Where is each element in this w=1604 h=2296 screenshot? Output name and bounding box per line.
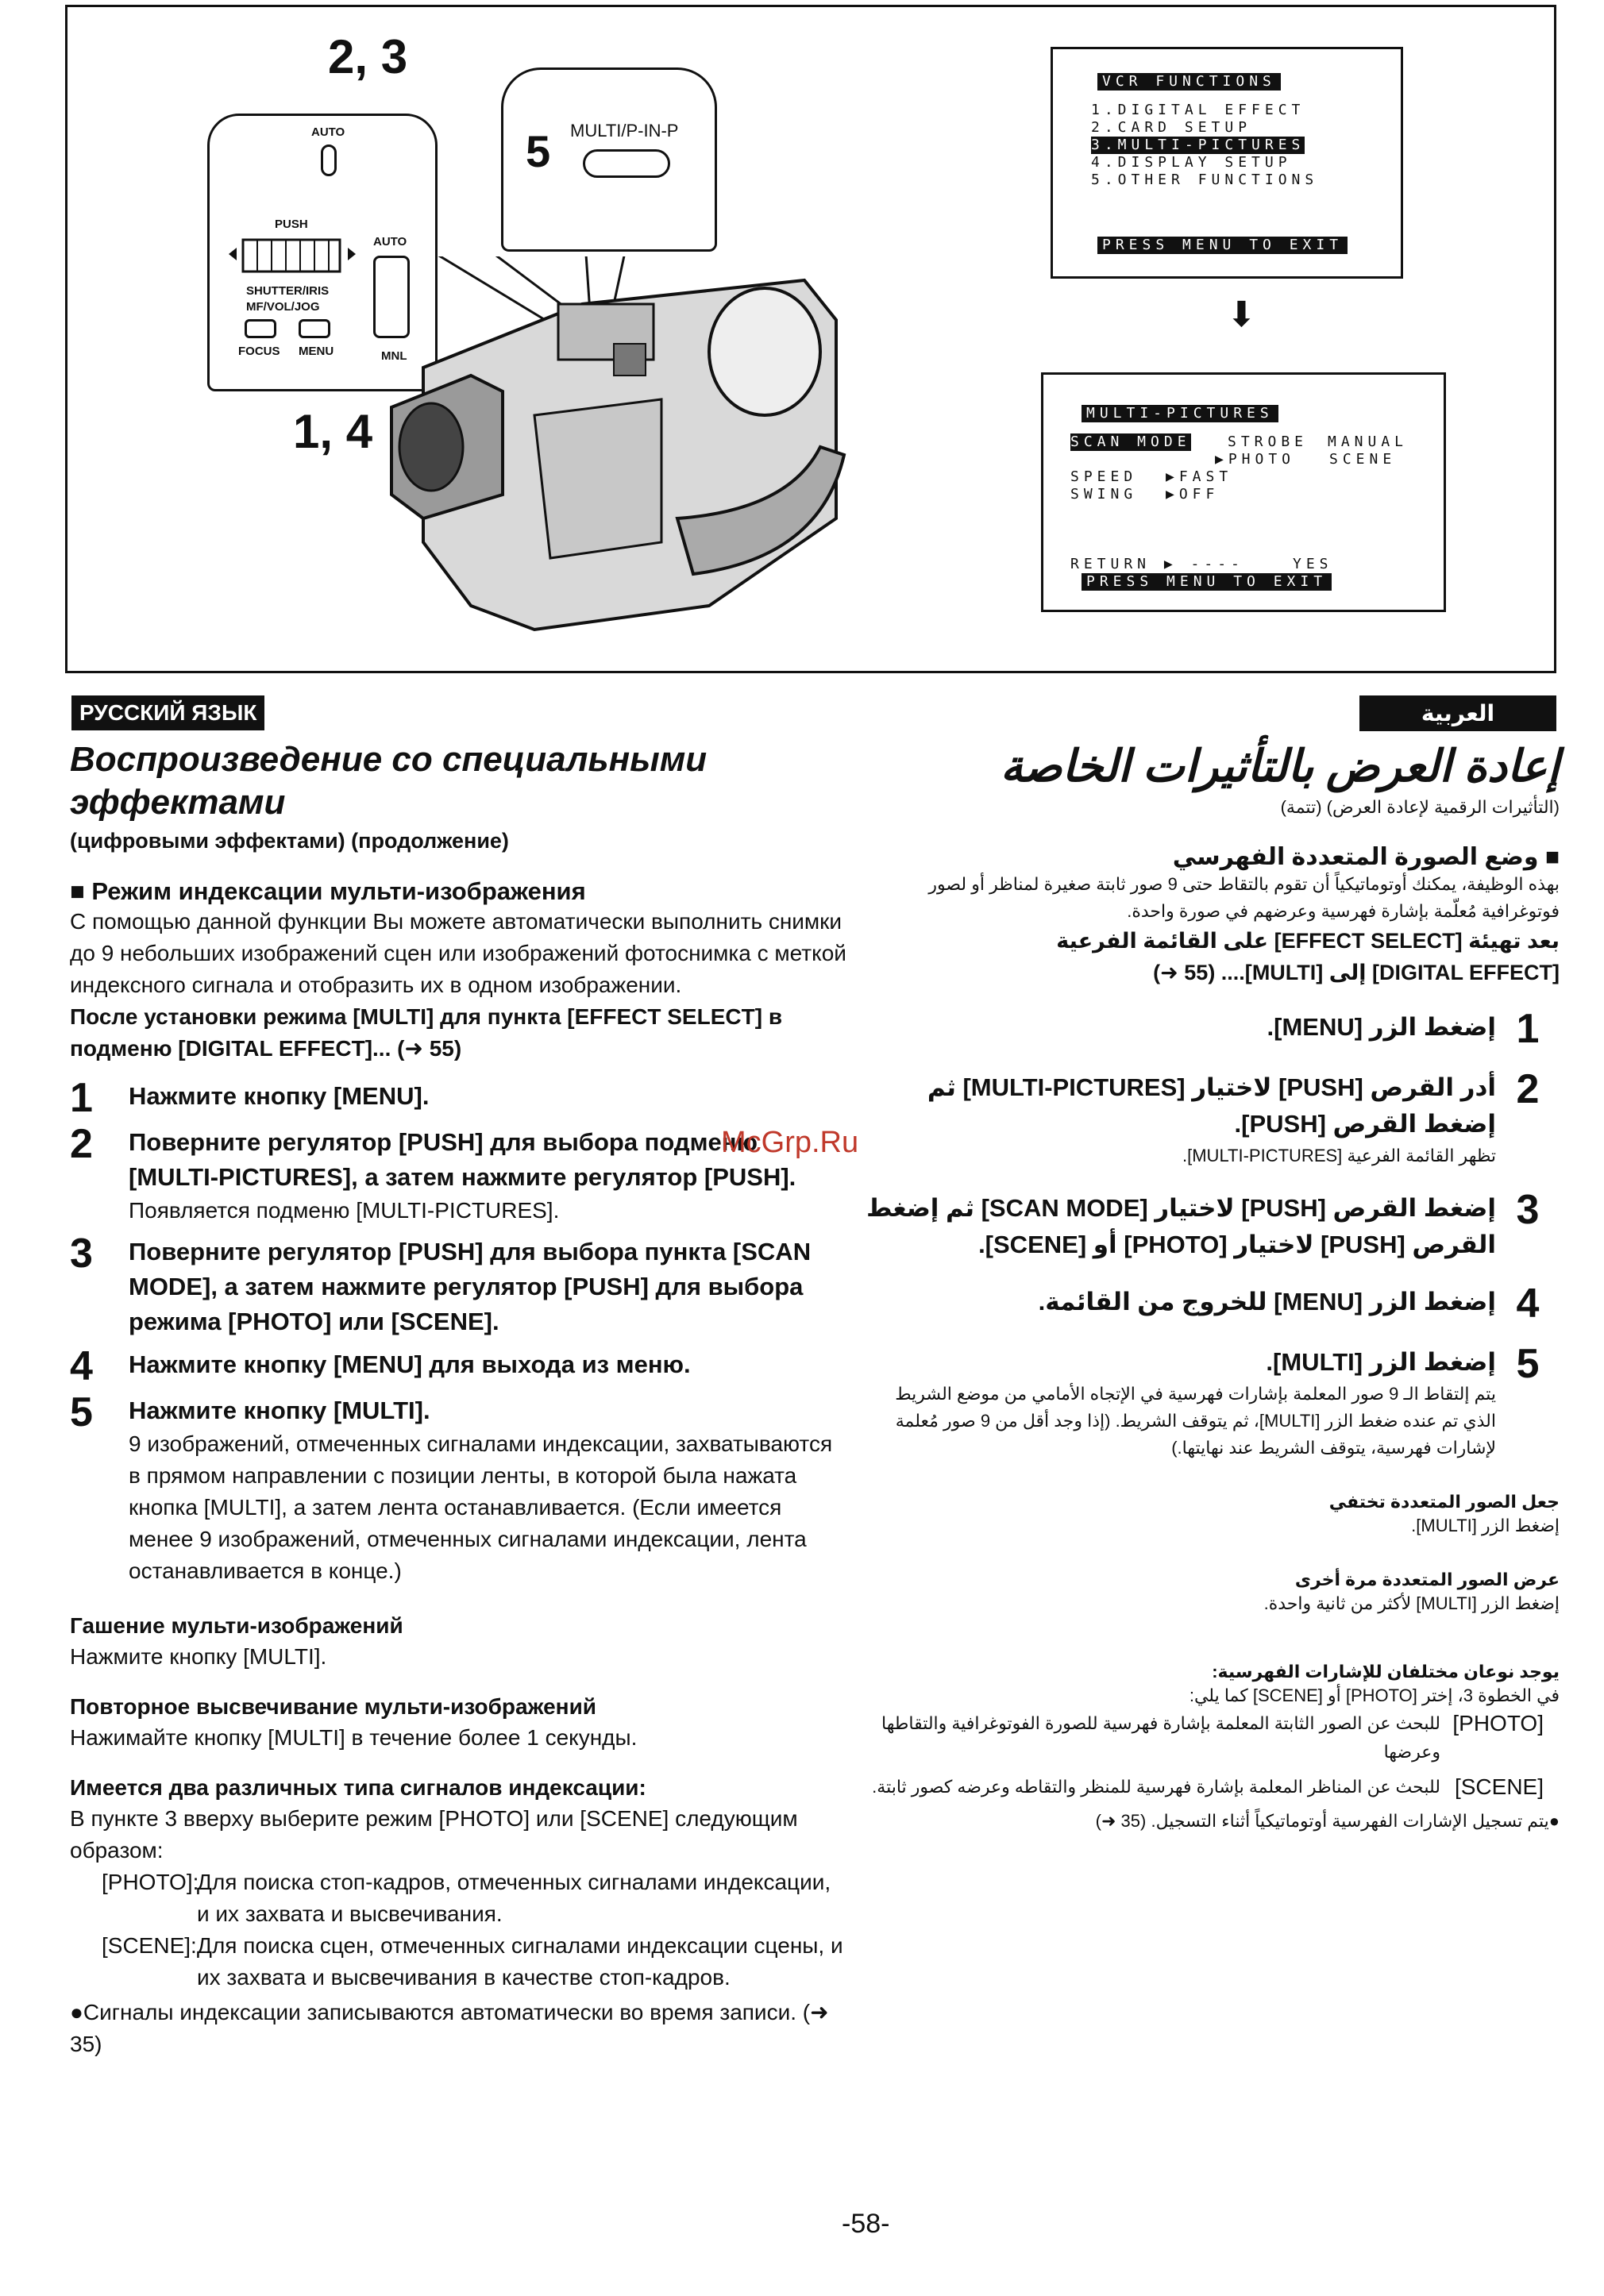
ru-types-heading: Имеется два различных типа сигналов индексации: <box>70 1775 646 1800</box>
ar-photo-text: للبحث عن الصور الثابتة المعلمة بإشارة فهرسية للصورة الفوتوغرافية والتقاطها وعرضها <box>881 1713 1440 1762</box>
ar-step-number: 2 <box>1516 1066 1540 1112</box>
ar-step-note: يتم إلتقاط الـ 9 صور المعلمة بإشارات فهرسية في الإتجاه الأمامي من موضع الشريط الذي تم عنده ضغط الزر [MULTI]، ثم يتوقف الشريط. (إذا وجد أقل من 9 صور مُعلمة لإشارات فهرسية، يتوقف الشريط عند نهايتها.) <box>895 1384 1496 1458</box>
ar-step-number: 5 <box>1516 1341 1540 1387</box>
ar-step-number: 1 <box>1516 1006 1540 1052</box>
callout-5: 5 <box>526 126 551 176</box>
yes-option: YES <box>1293 556 1333 572</box>
ru-step <box>70 1075 848 1121</box>
ar-step-number: 4 <box>1516 1281 1540 1327</box>
push-label: PUSH <box>275 218 308 231</box>
strobe-option: STROBE <box>1228 433 1309 450</box>
ar-scene-key: [SCENE] <box>1454 1774 1544 1799</box>
ru-photo-text: Для поиска стоп-кадров, отмеченных сигналами индексации, и их захвата и высвечивания. <box>197 1870 831 1926</box>
menu-label: MENU <box>299 345 334 358</box>
arabic-column <box>864 738 1560 1835</box>
watermark: McGrp.Ru <box>721 1126 859 1159</box>
callout-2-3: 2, 3 <box>328 30 408 83</box>
ar-scene-text: للبحث عن المناظر المعلمة بإشارة فهرسية للمنظر والتقاطه وعرضه كصور ثابتة. <box>872 1777 1440 1797</box>
ru-photo-key: [PHOTO]: <box>102 1870 199 1894</box>
ar-step-text: أدر القرص [PUSH] لاختيار [MULTI-PICTURES] ثم إضغط القرص [PUSH]. <box>927 1073 1496 1138</box>
ru-step <box>70 1389 848 1587</box>
return-row: RETURN ▶ ---- <box>1070 556 1244 572</box>
ru-step-number: 5 <box>70 1389 93 1435</box>
ru-scene-row <box>70 1930 848 1994</box>
mnl-label: MNL <box>381 349 407 363</box>
ar-bullet-note: ●يتم تسجيل الإشارات الفهرسية أوتوماتيكياً أثناء التسجيل. (35 ➜) <box>1095 1811 1560 1831</box>
push-dial-icon <box>226 232 361 279</box>
photo-option: ▶PHOTO <box>1215 451 1296 468</box>
vcr-item-2: 2.CARD SETUP <box>1091 119 1252 136</box>
menu-button-icon <box>299 319 330 338</box>
ru-step-text: Нажмите кнопку [MULTI]. <box>129 1396 430 1424</box>
ar-step-text: إضغط القرص [PUSH] لاختيار [SCAN MODE] ثم إضغط القرص [PUSH] لاختيار [PHOTO] أو [SCENE]. <box>866 1194 1496 1258</box>
ar-after-setup-2: [DIGITAL EFFECT] إلى [MULTI].... (55 ➜) <box>1153 961 1560 984</box>
ru-step-text: Нажмите кнопку [MENU] для выхода из меню. <box>129 1350 691 1378</box>
ru-step-text: Нажмите кнопку [MENU]. <box>129 1082 430 1110</box>
ru-step <box>70 1231 848 1339</box>
camcorder-illustration <box>376 256 868 661</box>
ar-subtitle: (التأثيرات الرقمية لإعادة العرض) (تتمة) <box>1280 797 1560 817</box>
arrow-down-icon: ⬇ <box>1227 295 1256 334</box>
ar-step-text: إضغط الزر [MENU] للخروج من القائمة. <box>1038 1288 1496 1316</box>
ru-step-text: Поверните регулятор [PUSH] для выбора подменю [MULTI-PICTURES], а затем нажмите регулятор [PUSH]. <box>129 1128 796 1191</box>
multi-footer: PRESS MENU TO EXIT <box>1082 573 1332 591</box>
ru-subtitle: (цифровыми эффектами) (продолжение) <box>70 829 509 853</box>
auto-switch-icon <box>321 144 337 176</box>
ar-photo-key: [PHOTO] <box>1452 1711 1544 1735</box>
speed-value: ▶FAST <box>1166 468 1233 485</box>
vcr-footer: PRESS MENU TO EXIT <box>1097 237 1348 254</box>
ru-step-text: Поверните регулятор [PUSH] для выбора пункта [SCAN MODE], а затем нажмите регулятор [PUSH] для выбора режима [PHOTO] или [SCENE]. <box>129 1238 812 1335</box>
ru-scene-key: [SCENE]: <box>102 1933 197 1958</box>
ru-language-tag: РУССКИЙ ЯЗЫК <box>71 695 264 730</box>
ru-scene-text: Для поиска сцен, отмеченных сигналами индексации сцены, и их захвата и высвечивания в качестве стоп-кадров. <box>197 1933 843 1990</box>
ar-cancel-text: إضغط الزر [MULTI]. <box>1411 1516 1560 1535</box>
illustration-frame <box>65 5 1556 673</box>
ar-redisplay-heading: عرض الصور المتعددة مرة أخرى <box>1294 1570 1560 1589</box>
shutter-iris-label: SHUTTER/IRIS <box>246 284 330 298</box>
ru-step-number: 1 <box>70 1075 93 1121</box>
vcr-item-1: 1.DIGITAL EFFECT <box>1091 102 1305 118</box>
ar-step <box>864 1066 1560 1169</box>
ar-step-text: إضغط الزر [MENU]. <box>1267 1013 1496 1041</box>
ru-step-note: Появляется подменю [MULTI-PICTURES]. <box>129 1198 560 1223</box>
ru-types-text: В пункте 3 вверху выберите режим [PHOTO] или [SCENE] следующим образом: <box>70 1806 798 1863</box>
ru-section-heading: ■ Режим индексации мульти-изображения <box>70 877 586 905</box>
scan-mode-label: SCAN MODE <box>1070 433 1191 450</box>
vcr-functions-title: VCR FUNCTIONS <box>1097 73 1281 91</box>
ru-title: Воспроизведение со специальными эффектами <box>70 740 708 822</box>
scene-option: SCENE <box>1329 451 1397 468</box>
focus-button-icon <box>245 319 276 338</box>
ar-step <box>864 1281 1560 1327</box>
russian-column <box>70 738 848 2060</box>
ru-after-setup: После установки режима [MULTI] для пункта [EFFECT SELECT] в подменю [DIGITAL EFFECT]... (➜ 55) <box>70 1004 783 1061</box>
vcr-item-5: 5.OTHER FUNCTIONS <box>1091 171 1319 188</box>
ar-scene-row <box>864 1773 1560 1801</box>
ar-step-number: 3 <box>1516 1187 1540 1233</box>
vcr-item-4: 4.DISPLAY SETUP <box>1091 154 1292 171</box>
mf-vol-jog-label: MF/VOL/JOG <box>246 300 320 314</box>
ar-step <box>864 1341 1560 1462</box>
ar-types-heading: يوجد نوعان مختلفان للإشارات الفهرسية: <box>1212 1662 1560 1682</box>
manual-option: MANUAL <box>1328 433 1409 450</box>
ar-step <box>864 1006 1560 1052</box>
ru-photo-row <box>70 1866 848 1930</box>
focus-label: FOCUS <box>238 345 280 358</box>
multi-pictures-screen <box>1041 372 1446 612</box>
ar-types-text: في الخطوة 3، إختر [PHOTO] أو [SCENE] كما يلي: <box>1189 1685 1560 1705</box>
ru-bullet-note: ●Сигналы индексации записываются автоматически во время записи. (➜ 35) <box>70 2000 829 2056</box>
ar-photo-row <box>864 1709 1560 1766</box>
ar-language-tag: العربية <box>1359 695 1556 731</box>
callout-1-4: 1, 4 <box>293 405 373 458</box>
swing-label: SWING <box>1070 486 1138 503</box>
speed-label: SPEED <box>1070 468 1138 485</box>
ru-intro: С помощью данной функции Вы можете автоматически выполнить снимки до 9 небольших изображений сцен или изображений фотоснимка с меткой индексного сигнала и отобразить их в одном изображении. <box>70 909 846 997</box>
auto-label: AUTO <box>311 125 345 139</box>
swing-value: ▶OFF <box>1166 486 1220 503</box>
multi-p-in-p-label: MULTI/P-IN-P <box>570 121 679 141</box>
ar-step-note: تظهر القائمة الفرعية [MULTI-PICTURES]. <box>1182 1146 1496 1165</box>
ar-section-heading: ■ وضع الصورة المتعددة الفهرسي <box>1172 844 1560 870</box>
ar-title: إعادة العرض بالتأثيرات الخاصة <box>1001 741 1560 791</box>
ru-step-number: 2 <box>70 1121 93 1167</box>
ar-redisplay-text: إضغط الزر [MULTI] لأكثر من ثانية واحدة. <box>1263 1593 1560 1613</box>
multi-button-icon <box>583 149 670 178</box>
vcr-item-3: 3.MULTI-PICTURES <box>1091 137 1305 153</box>
vcr-functions-screen <box>1051 47 1403 279</box>
ar-intro: بهذه الوظيفة، يمكنك أوتوماتيكياً أن تقوم بالتقاط حتى 9 صور ثابتة صغيرة لمناظر أو لصور فوتوغرافية مُعلّمة بإشارة فهرسية وعرضهم في صورة واحدة. <box>928 874 1560 921</box>
ar-step-text: إضغط الزر [MULTI]. <box>1266 1348 1496 1376</box>
page-number: -58- <box>842 2209 890 2239</box>
ru-step-number: 3 <box>70 1231 93 1277</box>
ru-step <box>70 1343 848 1389</box>
ar-step <box>864 1187 1560 1263</box>
ar-after-setup-1: بعد تهيئة [EFFECT SELECT] على القائمة الفرعية <box>1056 929 1560 953</box>
ru-step-number: 4 <box>70 1343 93 1389</box>
ru-cancel-text: Нажмите кнопку [MULTI]. <box>70 1644 327 1669</box>
ru-step-note: 9 изображений, отмеченных сигналами индексации, захватываются в прямом направлении с позиции ленты, в которой была нажата кнопка [MULTI], а затем лента останавливается. (Если имеется менее 9 изображений, отмеченных сигналами индексации, лента останавливается в конце.) <box>129 1431 833 1583</box>
ru-redisplay-heading: Повторное высвечивание мульти-изображений <box>70 1694 597 1719</box>
ru-redisplay-text: Нажимайте кнопку [MULTI] в течение более 1 секунды. <box>70 1725 638 1750</box>
multi-button-diagram <box>501 67 717 252</box>
ru-cancel-heading: Гашение мульти-изображений <box>70 1613 403 1638</box>
auto-side-label: AUTO <box>373 235 407 248</box>
ar-cancel-heading: جعل الصور المتعددة تختفي <box>1328 1492 1560 1512</box>
multi-pictures-title: MULTI-PICTURES <box>1082 405 1278 422</box>
